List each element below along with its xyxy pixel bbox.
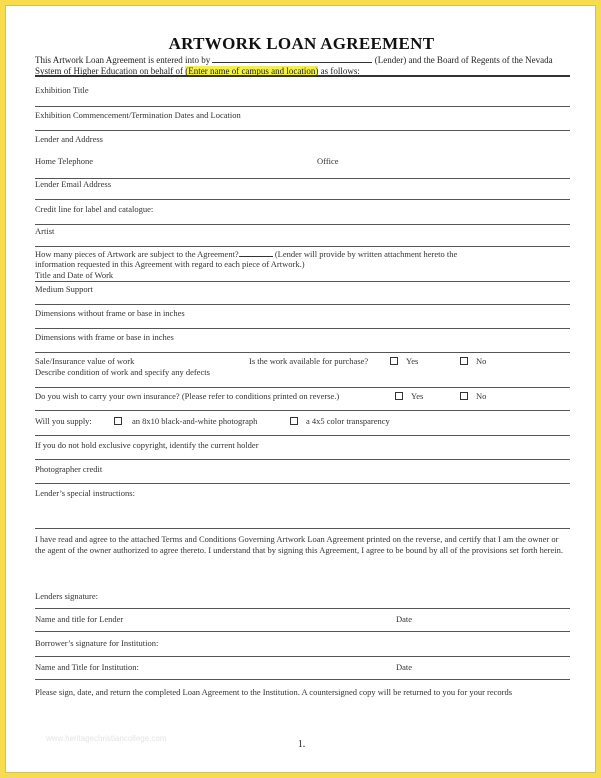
pieces-question-continued: information requested in this Agreement with regard to each piece of Artwork.) (35, 259, 305, 269)
institution-name-title-line[interactable] (35, 679, 570, 680)
intro-text-2: (Lender) and the Board of Regents of the Nevada System of Higher Education on behalf of (35, 55, 553, 76)
dimensions-without-frame-label: Dimensions without frame or base in inches (35, 308, 185, 318)
supply-line[interactable] (35, 435, 570, 436)
intro-paragraph (35, 54, 570, 77)
watermark-text: www.heritagechristiancollege.com (46, 734, 167, 743)
medium-support-line[interactable] (35, 304, 570, 305)
intro-text-1: This Artwork Loan Agreement is entered into by (35, 55, 211, 65)
photo-option-label: an 8x10 black-and-white photograph (132, 416, 258, 426)
dimensions-with-frame-line[interactable] (35, 352, 570, 353)
copyright-line[interactable] (35, 459, 570, 460)
lenders-signature-line[interactable] (35, 608, 570, 609)
exhibition-title-line[interactable] (35, 106, 570, 107)
campus-placeholder-highlight[interactable]: (Enter name of campus and location) (185, 66, 319, 76)
lender-name-blank[interactable] (212, 54, 372, 63)
borrower-signature-label: Borrower’s signature for Institution: (35, 638, 159, 648)
home-telephone-label: Home Telephone (35, 156, 94, 166)
lender-email-label: Lender Email Address (35, 179, 112, 189)
lenders-signature-label: Lenders signature: (35, 591, 99, 601)
purchase-yes-checkbox[interactable] (390, 357, 398, 365)
document-page (5, 5, 596, 773)
lender-name-title-line[interactable] (35, 631, 570, 632)
agreement-statement: I have read and agree to the attached Terms and Conditions Governing Artwork Loan Agreement printed on the reverse, and certify that I am the owner or the agent of the owner authorized to agree thereto. I understand that by signing this Agreement, I agree to be bound by all of the provisions set forth herein. (35, 534, 564, 555)
title-date-line[interactable] (35, 281, 570, 282)
document-title: ARTWORK LOAN AGREEMENT (168, 34, 435, 53)
purchase-question-label: Is the work available for purchase? (249, 356, 369, 366)
insurance-no-checkbox[interactable] (460, 392, 468, 400)
institution-name-title-label: Name and Title for Institution: (35, 662, 139, 672)
header-divider (35, 75, 570, 77)
telephone-line[interactable] (35, 178, 570, 179)
pieces-question-text: How many pieces of Artwork are subject to the Agreement? (35, 249, 239, 259)
insurance-yes-checkbox[interactable] (395, 392, 403, 400)
transparency-checkbox[interactable] (290, 417, 298, 425)
special-instructions-line[interactable] (35, 528, 570, 529)
lender-date-label: Date (396, 614, 413, 624)
artist-line[interactable] (35, 246, 570, 247)
special-instructions-label: Lender’s special instructions: (35, 488, 135, 498)
dimensions-without-frame-line[interactable] (35, 328, 570, 329)
page-number: 1. (297, 739, 306, 750)
purchase-yes-label: Yes (406, 356, 419, 366)
photo-checkbox[interactable] (114, 417, 122, 425)
pieces-question-note: (Lender will provide by written attachment hereto the (274, 249, 458, 259)
purchase-no-checkbox[interactable] (460, 357, 468, 365)
credit-line-line[interactable] (35, 224, 570, 225)
insurance-line[interactable] (35, 410, 570, 411)
insurance-yes-label: Yes (411, 391, 424, 401)
exhibition-title-label: Exhibition Title (35, 85, 89, 95)
exhibition-dates-line[interactable] (35, 130, 570, 131)
lender-name-title-label: Name and title for Lender (35, 614, 124, 624)
will-supply-label: Will you supply: (35, 416, 92, 426)
describe-condition-label: Describe condition of work and specify any defects (35, 367, 210, 377)
purchase-no-label: No (476, 356, 487, 366)
borrower-signature-line[interactable] (35, 656, 570, 657)
condition-line[interactable] (35, 387, 570, 388)
office-label: Office (317, 156, 339, 166)
title-date-label: Title and Date of Work (35, 270, 114, 280)
exhibition-dates-label: Exhibition Commencement/Termination Dates and Location (35, 110, 241, 120)
copyright-holder-label: If you do not hold exclusive copyright, identify the current holder (35, 440, 259, 450)
transparency-option-label: a 4x5 color transparency (306, 416, 390, 426)
photographer-credit-label: Photographer credit (35, 464, 103, 474)
pieces-count-blank[interactable] (239, 249, 273, 257)
sale-value-label: Sale/Insurance value of work (35, 356, 135, 366)
institution-date-label: Date (396, 662, 413, 672)
lender-address-label: Lender and Address (35, 134, 103, 144)
insurance-question-label: Do you wish to carry your own insurance? (Please refer to conditions printed on reverse.) (35, 391, 340, 401)
credit-line-label: Credit line for label and catalogue: (35, 204, 154, 214)
intro-text-3: as follows: (320, 66, 360, 76)
lender-email-line[interactable] (35, 199, 570, 200)
pieces-question (35, 249, 457, 259)
insurance-no-label: No (476, 391, 487, 401)
closing-instructions: Please sign, date, and return the completed Loan Agreement to the Institution. A countersigned copy will be returned to you for your records (35, 687, 513, 697)
medium-support-label: Medium Support (35, 284, 93, 294)
photographer-credit-line[interactable] (35, 483, 570, 484)
dimensions-with-frame-label: Dimensions with frame or base in inches (35, 332, 174, 342)
artist-label: Artist (35, 226, 55, 236)
